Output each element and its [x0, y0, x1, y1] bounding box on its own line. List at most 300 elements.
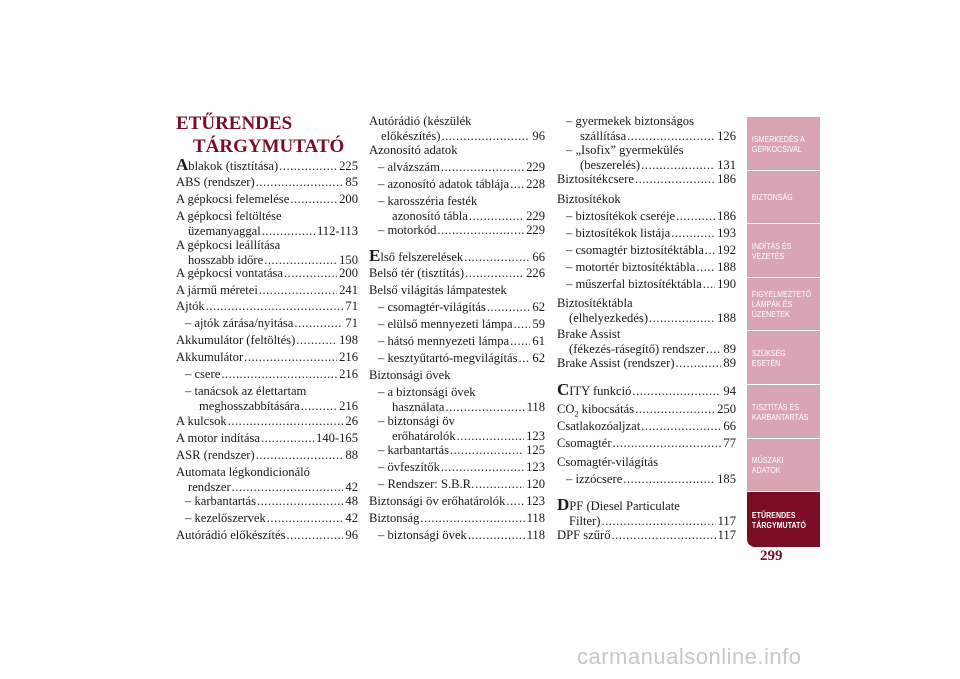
- index-entry-line: [176, 175, 358, 190]
- index-entry: [557, 497, 736, 529]
- index-entry: [369, 368, 545, 383]
- index-entry-line: [557, 419, 736, 434]
- chapter-tab-label: BIZTONSÁG: [751, 192, 793, 203]
- index-entry: [176, 414, 358, 429]
- index-entry-text: rendszer: [188, 480, 231, 494]
- index-page-ref: 226: [526, 266, 545, 280]
- index-entry: [176, 350, 358, 365]
- index-page-ref: 96: [532, 129, 545, 143]
- dot-leader: [705, 243, 715, 258]
- index-entry-line: [566, 209, 736, 224]
- index-entry-line: [185, 367, 358, 382]
- index-entry-line: [378, 177, 545, 192]
- dot-leader: [261, 431, 314, 446]
- index-entry: [176, 494, 358, 509]
- index-entry-text: – motortér biztosítéktábla: [566, 260, 696, 274]
- dot-leader: [228, 414, 344, 429]
- index-page-ref: 123: [526, 429, 545, 443]
- index-entry-text: hosszabb időre: [188, 253, 264, 267]
- index-page-ref: 123: [526, 460, 545, 474]
- dot-leader: [301, 399, 337, 414]
- index-page-ref: 96: [345, 528, 358, 542]
- index-entry: [176, 333, 358, 348]
- dot-leader: [206, 299, 344, 314]
- index-entry-text: Biztosítékok: [557, 192, 621, 206]
- index-entry-line: [185, 494, 358, 509]
- dot-leader: [232, 480, 344, 495]
- index-entry-text: A kulcsok: [176, 414, 227, 428]
- index-entry-line: [378, 443, 545, 458]
- dot-leader: [464, 250, 530, 265]
- dot-leader: [706, 342, 721, 357]
- chapter-tab[interactable]: [747, 384, 820, 438]
- index-page-ref: 61: [532, 334, 545, 348]
- index-entry-text: Brake Assist: [557, 327, 621, 341]
- index-entry-text: Biztonság: [369, 511, 420, 525]
- index-entry-text: – csomagtér biztosítéktábla: [566, 243, 704, 257]
- index-entry-text: – izzócsere: [566, 472, 623, 486]
- dot-leader: [296, 333, 337, 348]
- index-entry-text: Belső tér (tisztítás): [369, 266, 465, 280]
- index-entry-text: CITY funkció: [557, 380, 632, 399]
- dot-leader: [244, 350, 337, 365]
- index-page-ref: 66: [532, 250, 545, 264]
- index-entry-text: Akkumulátor: [176, 350, 244, 364]
- dot-leader: [676, 356, 722, 371]
- dot-leader: [612, 528, 716, 543]
- index-page-ref: 186: [717, 209, 736, 223]
- index-entry-line: [176, 238, 358, 253]
- index-entry-line: [369, 283, 545, 298]
- index-entry: [176, 266, 358, 281]
- index-entry-line: [176, 350, 358, 365]
- index-entry: [176, 431, 358, 446]
- dot-leader: [420, 511, 524, 526]
- chapter-tab-label: ISMERKEDÉS A GÉPKOCSIVAL: [751, 133, 805, 154]
- index-page-ref: 225: [339, 159, 358, 173]
- index-entry-text: – karbantartás: [378, 443, 449, 457]
- index-entry-text: A jármű méretei: [176, 283, 258, 297]
- index-entry: [176, 384, 358, 414]
- index-entry-line: [176, 528, 358, 543]
- chapter-tab[interactable]: [747, 170, 820, 224]
- index-entry-text: ABS (rendszer): [176, 175, 255, 189]
- index-entry-line: [566, 226, 736, 241]
- index-page-ref: 200: [339, 192, 358, 206]
- dot-leader: [437, 223, 524, 238]
- index-entry: [557, 243, 736, 258]
- index-entry: [176, 511, 358, 526]
- index-entry: [176, 283, 358, 298]
- index-entry: [557, 209, 736, 224]
- index-page-ref: 186: [717, 172, 736, 186]
- dot-leader: [510, 334, 530, 349]
- index-entry-line: [557, 172, 736, 187]
- index-page-ref: 120: [526, 477, 545, 491]
- dot-leader: [286, 528, 343, 543]
- index-entry-text: használata: [392, 400, 445, 414]
- index-entry-line: [557, 382, 736, 399]
- index-entry-text: üzemanyaggal: [188, 224, 261, 238]
- index-entry-text: – gyermekek biztonságos: [566, 114, 695, 128]
- dot-leader: [676, 209, 715, 224]
- index-page-ref: 216: [339, 399, 358, 413]
- index-entry-line: [557, 327, 736, 342]
- index-entry: [369, 477, 545, 492]
- index-page-ref: 190: [717, 277, 736, 291]
- index-page-ref: 118: [526, 400, 545, 414]
- dot-leader: [635, 402, 715, 417]
- index-entry: [369, 248, 545, 265]
- index-entry-text: (beszerelés): [580, 158, 641, 172]
- index-entry-line: [369, 511, 545, 526]
- index-entry-line: [557, 192, 736, 207]
- index-page-ref: 112-113: [316, 224, 358, 238]
- index-entry-line: [176, 192, 358, 207]
- index-entry-text: – karbantartás: [185, 494, 256, 508]
- index-entry-line: [176, 431, 358, 446]
- index-entry: [369, 283, 545, 298]
- index-entry-line: [378, 528, 545, 543]
- index-entry-line: [566, 143, 736, 158]
- dot-leader: [613, 436, 722, 451]
- dot-leader: [703, 277, 715, 292]
- index-entry-text: A gépkocsi vontatása: [176, 266, 284, 280]
- dot-leader: [441, 129, 530, 144]
- index-page-ref: 150: [339, 253, 358, 267]
- dot-leader: [450, 443, 524, 458]
- index-entry-text: meghosszabbítására: [199, 399, 300, 413]
- index-entry: [557, 436, 736, 451]
- index-entry-text: – hátsó mennyezeti lámpa: [378, 334, 510, 348]
- index-page-ref: 229: [526, 223, 545, 237]
- index-entry-continuation: [557, 514, 736, 529]
- index-entry-text: A gépkocsi leállítása: [176, 238, 281, 252]
- index-entry-continuation: [176, 224, 358, 239]
- index-entry-text: – tanácsok az élettartam: [185, 384, 307, 398]
- index-entry: [557, 260, 736, 275]
- index-entry-line: [557, 497, 736, 514]
- index-entry: [369, 494, 545, 509]
- index-entry-continuation: [557, 342, 736, 357]
- index-entry-text: – biztosítékok cseréje: [566, 209, 676, 223]
- index-entry-text: (elhelyezkedés): [569, 311, 649, 325]
- index-entry-line: [176, 414, 358, 429]
- dot-leader: [257, 494, 343, 509]
- index-entry-text: (fékezés-rásegítő) rendszer: [569, 342, 705, 356]
- index-page-ref: 125: [526, 443, 545, 457]
- index-entry-line: [176, 157, 358, 174]
- chapter-tab[interactable]: [747, 330, 820, 384]
- index-entry-continuation: [566, 158, 736, 173]
- dot-leader: [284, 266, 337, 281]
- index-entry-line: [185, 316, 358, 331]
- dot-leader: [519, 351, 531, 366]
- index-entry-text: Biztosítékcsere: [557, 172, 634, 186]
- dot-leader: [641, 419, 721, 434]
- index-entry-line: [369, 248, 545, 265]
- index-page-ref: 77: [723, 436, 736, 450]
- index-entry-text: Automata légkondicionáló: [176, 465, 310, 479]
- index-entry-line: [378, 477, 545, 492]
- index-entry-text: Biztonsági öv erőhatárolók: [369, 494, 506, 508]
- index-entry-text: – elülső mennyezeti lámpa: [378, 317, 513, 331]
- index-page-ref: 229: [526, 160, 545, 174]
- index-entry-continuation: [185, 399, 358, 414]
- dot-leader: [256, 448, 344, 463]
- index-entry-line: [557, 356, 736, 371]
- index-entry-line: [176, 209, 358, 224]
- dot-leader: [632, 384, 721, 399]
- index-entry: [557, 455, 736, 470]
- page-title: [176, 112, 356, 158]
- index-entry: [369, 443, 545, 458]
- index-entry: [369, 385, 545, 415]
- index-entry-line: [369, 494, 545, 509]
- index-page-ref: 89: [723, 342, 736, 356]
- index-entry-text: – műszerfal biztosítéktábla: [566, 277, 702, 291]
- index-entry-line: [378, 414, 545, 429]
- chapter-tab-label: ETŰRENDES TÁRGYMUTATÓ: [751, 509, 807, 530]
- index-page-ref: 26: [345, 414, 358, 428]
- index-page-ref: 188: [717, 311, 736, 325]
- index-entry-continuation: [566, 129, 736, 144]
- index-page-ref: 62: [532, 351, 545, 365]
- index-entry-line: [566, 114, 736, 129]
- index-entry: [176, 448, 358, 463]
- index-entry-line: [378, 334, 545, 349]
- chapter-tab[interactable]: [747, 116, 820, 170]
- index-page-ref: 241: [339, 283, 358, 297]
- index-entry: [369, 223, 545, 238]
- index-entry-line: [369, 266, 545, 281]
- page-title-line1: ETŰRENDES: [176, 113, 293, 134]
- index-entry: [557, 277, 736, 292]
- index-entry: [557, 172, 736, 187]
- index-entry: [369, 351, 545, 366]
- index-entry: [369, 460, 545, 475]
- dot-leader: [221, 367, 337, 382]
- index-entry-text: Filter): [569, 514, 601, 528]
- index-page-ref: 88: [345, 448, 358, 462]
- index-entry-text: ASR (rendszer): [176, 448, 255, 462]
- index-entry: [557, 356, 736, 371]
- index-entry-text: Autórádió (készülék: [369, 114, 472, 128]
- index-page-ref: 216: [339, 350, 358, 364]
- index-entry: [176, 465, 358, 495]
- page-title-line2: TÁRGYMUTATÓ: [193, 136, 345, 157]
- dot-leader: [259, 283, 337, 298]
- index-entry: [176, 238, 358, 268]
- index-entry-line: [176, 299, 358, 314]
- index-page-ref: 118: [526, 528, 545, 542]
- index-page-ref: 216: [339, 367, 358, 381]
- index-entry: [176, 175, 358, 190]
- index-entry-line: [378, 160, 545, 175]
- index-entry: [176, 157, 358, 174]
- index-page-ref: 200: [339, 266, 358, 280]
- index-page-ref: 198: [339, 333, 358, 347]
- index-entry-text: – „Isofix” gyermekülés: [566, 143, 684, 157]
- index-entry: [369, 414, 545, 444]
- index-entry-text: Biztonsági övek: [369, 368, 451, 382]
- index-entry: [176, 192, 358, 207]
- index-page-ref: 85: [345, 175, 358, 189]
- index-page-ref: 66: [723, 419, 736, 433]
- index-entry-text: szállítása: [580, 129, 627, 143]
- dot-leader: [469, 209, 524, 224]
- watermark-text: carmanualsonline.info: [577, 644, 802, 669]
- index-entry-text: – Rendszer: S.B.R.: [378, 477, 475, 491]
- index-entry-text: A motor indítása: [176, 431, 260, 445]
- index-entry-line: [557, 528, 736, 543]
- index-entry-text: A gépkocsi feltöltése: [176, 209, 282, 223]
- index-page-ref: 48: [345, 494, 358, 508]
- index-entry: [557, 472, 736, 487]
- index-entry-line: [176, 465, 358, 480]
- dot-leader: [465, 266, 524, 281]
- index-entry-text: Azonosító adatok: [369, 143, 458, 157]
- index-page-ref: 193: [717, 226, 736, 240]
- dot-leader: [514, 317, 531, 332]
- dot-leader: [468, 528, 525, 543]
- index-page-ref: 62: [532, 300, 545, 314]
- index-entry: [176, 209, 358, 239]
- index-page-ref: 140-165: [316, 431, 358, 445]
- index-entry-line: [176, 448, 358, 463]
- index-entry-line: [378, 300, 545, 315]
- chapter-tab[interactable]: [747, 491, 820, 547]
- index-entry: [369, 300, 545, 315]
- index-entry-text: Csomagtér: [557, 436, 612, 450]
- index-entry-text: Biztosítéktábla: [557, 296, 633, 310]
- index-entry-continuation: [378, 429, 545, 444]
- index-entry: [369, 114, 545, 144]
- index-entry-text: – alvázszám: [378, 160, 440, 174]
- index-page-ref: 118: [526, 511, 545, 525]
- index-entry-line: [378, 194, 545, 209]
- dot-leader: [506, 494, 524, 509]
- chapter-tab-label: SZÜKSÉG ESETÉN: [751, 347, 786, 368]
- index-entry-text: A gépkocsi felemelése: [176, 192, 290, 206]
- index-entry: [557, 192, 736, 207]
- dot-leader: [487, 300, 531, 315]
- index-entry-text: – csere: [185, 367, 221, 381]
- index-entry-text: Ajtók: [176, 299, 205, 313]
- index-entry-line: [378, 351, 545, 366]
- dot-leader: [441, 460, 524, 475]
- index-entry-line: [369, 143, 545, 158]
- index-page-ref: 123: [526, 494, 545, 508]
- index-entry: [369, 194, 545, 224]
- index-page-ref: 131: [717, 158, 736, 172]
- chapter-tab-label: TISZTÍTÁS ÉS KARBANTARTÁS: [751, 401, 809, 422]
- index-entry-text: – övfeszítők: [378, 460, 440, 474]
- index-entry: [557, 327, 736, 357]
- index-page-ref: 117: [717, 514, 736, 528]
- dot-leader: [256, 175, 344, 190]
- dot-leader: [623, 472, 715, 487]
- index-page-ref: 71: [345, 299, 358, 313]
- index-entry-text: – azonosító adatok táblája: [378, 177, 510, 191]
- chapter-tab[interactable]: [747, 438, 820, 492]
- index-entry-text: – motorkód: [378, 223, 437, 237]
- index-entry-line: [176, 333, 358, 348]
- index-entry: [369, 317, 545, 332]
- index-entry-text: $CO_2$ kibocsátás: [557, 402, 635, 419]
- index-entry-text: DPF (Diesel Particulate: [557, 495, 680, 514]
- index-page-ref: 59: [532, 317, 545, 331]
- chapter-tab[interactable]: [747, 223, 820, 277]
- index-page-ref: 94: [723, 384, 736, 398]
- index-entry-continuation: [557, 311, 736, 326]
- index-entry: [557, 114, 736, 144]
- index-entry-text: – karosszéria festék: [378, 194, 478, 208]
- index-entry-text: Első felszerelések: [369, 246, 464, 265]
- dot-leader: [457, 429, 524, 444]
- index-entry-text: Ablakok (tisztítása): [176, 155, 279, 174]
- index-entry-line: [378, 385, 545, 400]
- index-page-ref: 42: [345, 480, 358, 494]
- dot-leader: [290, 192, 337, 207]
- dot-leader: [445, 400, 524, 415]
- index-entry-text: – a biztonsági övek: [378, 385, 476, 399]
- index-entry-text: DPF szűrő: [557, 528, 611, 542]
- index-entry: [557, 143, 736, 173]
- index-entry-text: – kesztyűtartó-megvilágítás: [378, 351, 518, 365]
- chapter-tab[interactable]: [747, 277, 820, 331]
- index-entry-text: – kezelőszervek: [185, 511, 266, 525]
- index-entry-text: Belső világítás lámpatestek: [369, 283, 507, 297]
- index-page-ref: 89: [723, 356, 736, 370]
- dot-leader: [649, 311, 715, 326]
- index-entry-line: [557, 455, 736, 470]
- index-entry-text: Brake Assist (rendszer): [557, 356, 675, 370]
- dot-leader: [267, 511, 344, 526]
- index-page-ref: 71: [345, 316, 358, 330]
- dot-leader: [641, 158, 715, 173]
- dot-leader: [627, 129, 715, 144]
- index-entry: [176, 528, 358, 543]
- index-entry-text: Akkumulátor (feltöltés): [176, 333, 296, 347]
- index-entry-text: Csomagtér-világítás: [557, 455, 659, 469]
- dot-leader: [510, 177, 524, 192]
- dot-leader: [279, 159, 337, 174]
- dot-leader: [696, 260, 715, 275]
- index-page-ref: 117: [717, 528, 736, 542]
- index-page-ref: 250: [717, 402, 736, 416]
- index-entry-text: – biztosítékok listája: [566, 226, 671, 240]
- index-entry-line: [566, 243, 736, 258]
- index-entry: [369, 143, 545, 158]
- chapter-tab-label: MŰSZAKI ADATOK: [751, 455, 784, 476]
- index-entry-continuation: [176, 480, 358, 495]
- page-number: 299: [760, 548, 783, 564]
- dot-leader: [262, 224, 315, 239]
- index-page-ref: 228: [526, 177, 545, 191]
- index-entry: [369, 334, 545, 349]
- index-entry-line: [378, 317, 545, 332]
- index-page-ref: 229: [526, 209, 545, 223]
- index-page-ref: 126: [717, 129, 736, 143]
- index-entry-text: előkészítés): [381, 129, 441, 143]
- index-entry: [369, 528, 545, 543]
- index-entry-line: [185, 384, 358, 399]
- index-entry-text: Csatlakozóaljzat: [557, 419, 641, 433]
- index-entry: [176, 299, 358, 314]
- index-entry-line: [176, 266, 358, 281]
- index-entry: [557, 226, 736, 241]
